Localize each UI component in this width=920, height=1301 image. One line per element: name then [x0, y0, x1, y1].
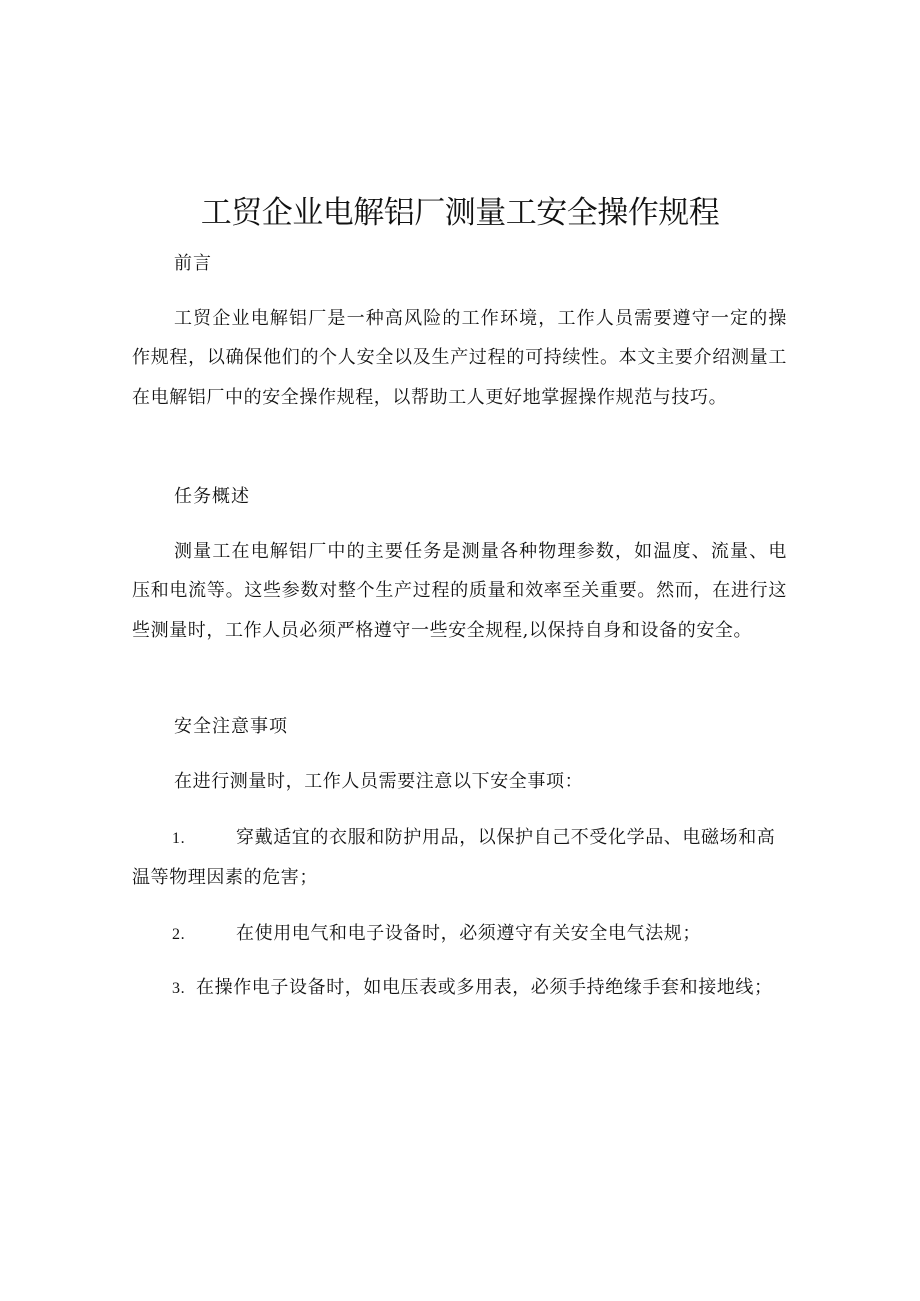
list-item	[132, 818, 787, 898]
list-item-number: 1.	[172, 830, 186, 847]
section-heading-task-overview: 任务概述	[174, 486, 250, 507]
list-item-number: 3.	[172, 980, 186, 997]
list-item	[132, 968, 787, 1008]
task-overview-paragraph: 测量工在电解铝厂中的主要任务是测量各种物理参数，如温度、流量、电压和电流等。这些参数对整个生产过程的质量和效率至关重要。然而，在进行这些测量时，工作人员必须严格遵守一些安全规程,以保持自身和设备的安全。	[132, 541, 787, 641]
list-item-text: 在操作电子设备时，如电压表或多用表，必须手持绝缘手套和接地线；	[196, 977, 773, 998]
section-heading-safety-notes: 安全注意事项	[174, 716, 288, 737]
preface-paragraph: 工贸企业电解铝厂是一种高风险的工作环境，工作人员需要遵守一定的操作规程，以确保他们的个人安全以及生产过程的可持续性。本文主要介绍测量工在电解铝厂中的安全操作规程，以帮助工人更好地掌握操作规范与技巧。	[132, 308, 787, 408]
section-heading-preface: 前言	[174, 253, 212, 274]
document-title: 工贸企业电解铝厂测量工安全操作规程	[200, 195, 720, 231]
list-item-text: 在使用电气和电子设备时，必须遵守有关安全电气法规；	[236, 923, 701, 944]
list-item	[132, 914, 787, 954]
list-item-text: 穿戴适宜的衣服和防护用品，以保护自己不受化学品、电磁场和高温等物理因素的危害；	[132, 827, 776, 889]
safety-notes-intro: 在进行测量时，工作人员需要注意以下安全事项：	[174, 771, 584, 792]
list-item-number: 2.	[172, 926, 186, 943]
